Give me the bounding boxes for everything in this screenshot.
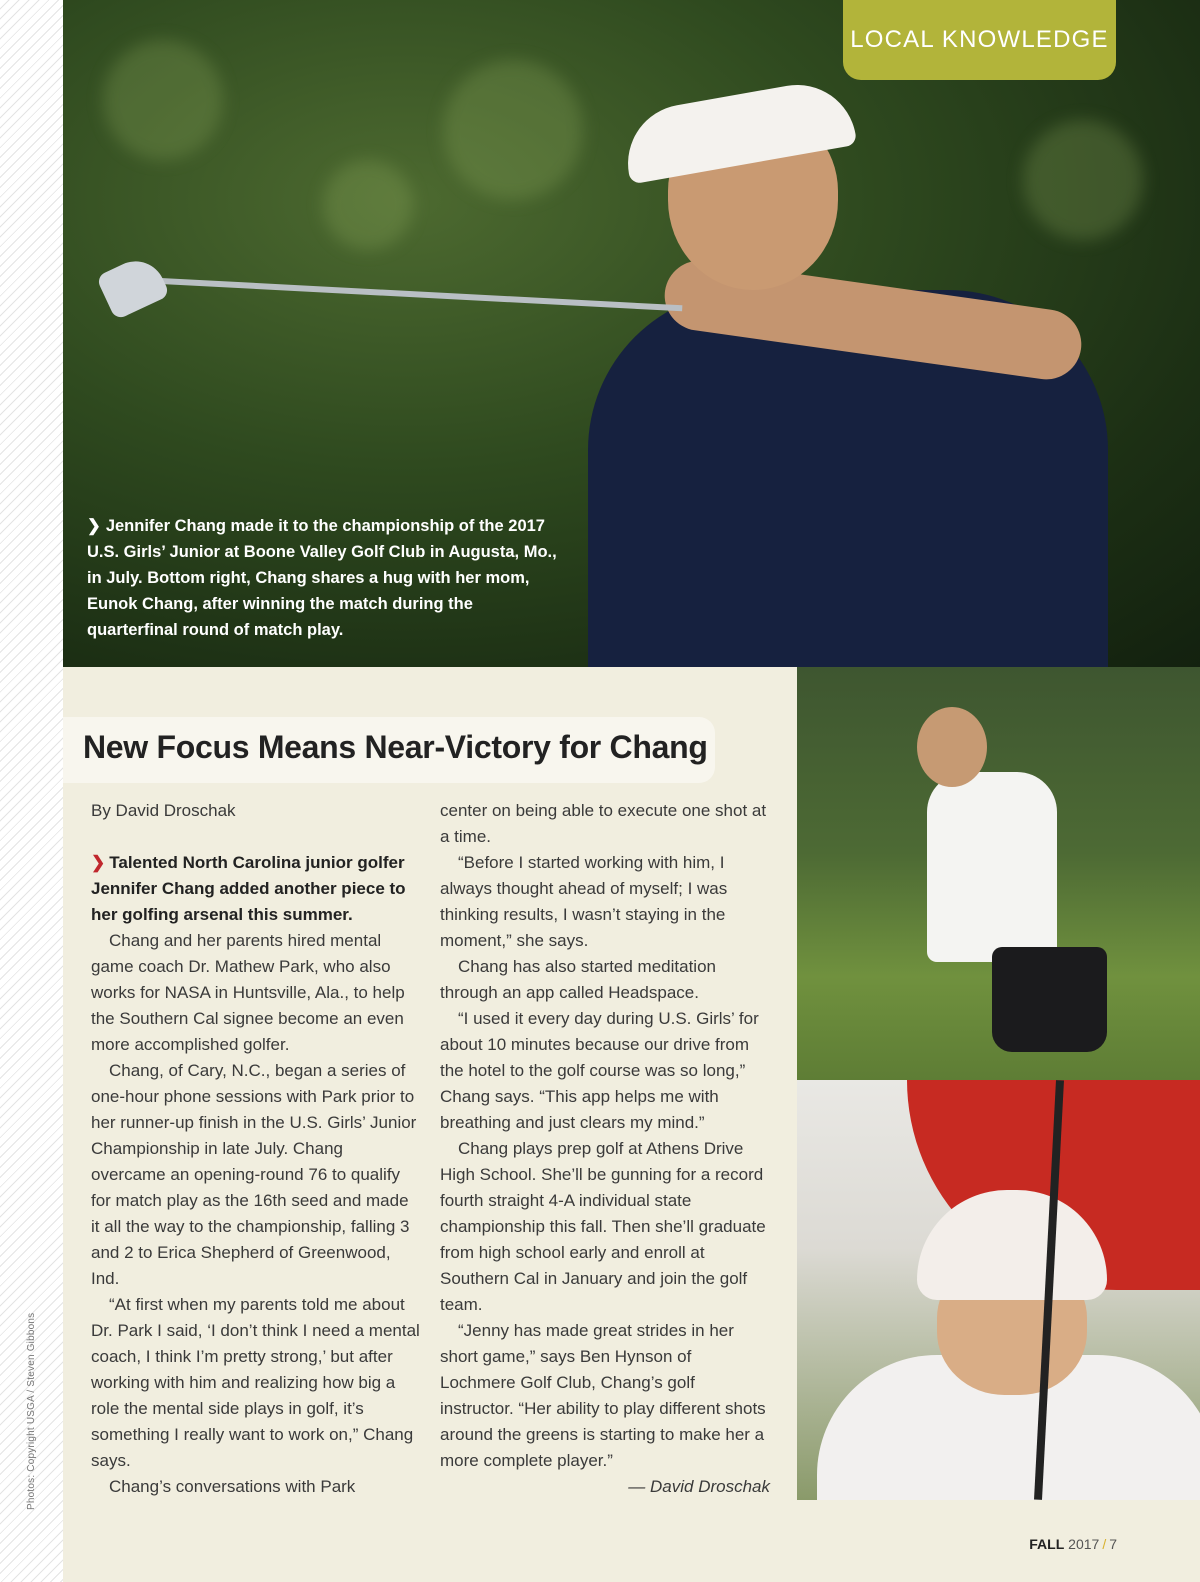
bokeh-light — [1023, 120, 1143, 240]
hero-caption — [87, 513, 557, 643]
bokeh-light — [103, 40, 223, 160]
body-paragraph: “I used it every day during U.S. Girls’ for about 10 minutes because our drive from the hotel to the golf course was so long,” Chang says. “This app helps me with breathing and just clears my mind.” — [440, 1009, 759, 1132]
chevron-right-icon: ❯ — [91, 853, 106, 872]
body-paragraph: Chang plays prep golf at Athens Drive High School. She’ll be gunning for a record fourth straight 4-A individual state championship this fall. Then she’ll graduate from high school early and enroll at Southern Cal in January and join the golf team. — [440, 1139, 766, 1314]
side-photo-mother-hug — [797, 1080, 1200, 1500]
body-paragraph: “Before I started working with him, I always thought ahead of myself; I was thinking results, I wasn’t staying in the moment,” she says. — [440, 853, 728, 950]
body-paragraph: Chang has also started meditation through an app called Headspace. — [440, 957, 716, 1002]
author-signature: — David Droschak — [628, 1477, 770, 1496]
chevron-right-icon: ❯ — [87, 517, 101, 535]
golfer-white-shirt — [927, 772, 1057, 962]
headline-banner — [63, 717, 715, 783]
golf-clubhead — [96, 252, 171, 321]
bokeh-light — [323, 160, 413, 250]
section-badge-label: LOCAL KNOWLEDGE — [850, 26, 1109, 53]
bokeh-light — [443, 60, 583, 200]
photo-credit: Photos: Copyright USGA / Steven Gibbons — [26, 1312, 37, 1510]
folio-year: 2017 — [1068, 1536, 1100, 1552]
section-badge — [843, 0, 1116, 80]
article-column-2 — [440, 798, 770, 1500]
body-paragraph: Chang and her parents hired mental game coach Dr. Mathew Park, who also works for NASA in Huntsville, Ala., to help the Southern Cal signee become an even more accomplished golfer. — [91, 931, 405, 1054]
page-folio — [1029, 1536, 1117, 1552]
page-number: 7 — [1109, 1536, 1117, 1552]
body-paragraph: Chang’s conversations with Park — [109, 1477, 356, 1496]
folio-season: FALL — [1029, 1536, 1065, 1552]
folio-separator: / — [1102, 1536, 1107, 1552]
body-paragraph: “At first when my parents told me about Dr. Park I said, ‘I don’t think I need a mental coach, I think I’m pretty strong,’ but after working with him and realizing how big a role the mental side plays in golf, it’s something I really want to work on,” Chang says. — [91, 1295, 420, 1470]
body-paragraph: “Jenny has made great strides in her short game,” says Ben Hynson of Lochmere Golf Club, Chang’s golf instructor. “Her ability to play different shots around the greens is starting to make her a more complete player.” — [440, 1321, 766, 1470]
body-paragraph: Chang, of Cary, N.C., began a series of one-hour phone sessions with Park prior to her runner-up finish in the U.S. Girls’ Junior Championship in late July. Chang overcame an opening-round 76 to qualify for match play as the 16th seed and made it all the way to the championship, falling 3 and 2 to Erica Shepherd of Greenwood, Ind. — [91, 1061, 417, 1288]
lead-paragraph — [91, 850, 421, 928]
byline: By David Droschak — [91, 801, 236, 820]
body-paragraph-continued: center on being able to execute one shot at a time. — [440, 801, 767, 846]
lead-text: Talented North Carolina junior golfer Jennifer Chang added another piece to her golfing arsenal this summer. — [91, 853, 406, 924]
article-headline: New Focus Means Near-Victory for Chang — [83, 729, 708, 765]
side-photo-golfer-fist-pump — [797, 667, 1200, 1080]
golfer-skirt — [992, 947, 1107, 1052]
hero-caption-text: Jennifer Chang made it to the championship of the 2017 U.S. Girls’ Junior at Boone Valley Golf Club in Augusta, Mo., in July. Bottom right, Chang shares a hug with her mom, Eunok Chang, after winning the match during the quarterfinal round of match play. — [87, 517, 557, 639]
article-column-1 — [91, 798, 421, 1500]
golfer-head — [917, 707, 987, 787]
golf-club-shaft — [123, 276, 683, 311]
